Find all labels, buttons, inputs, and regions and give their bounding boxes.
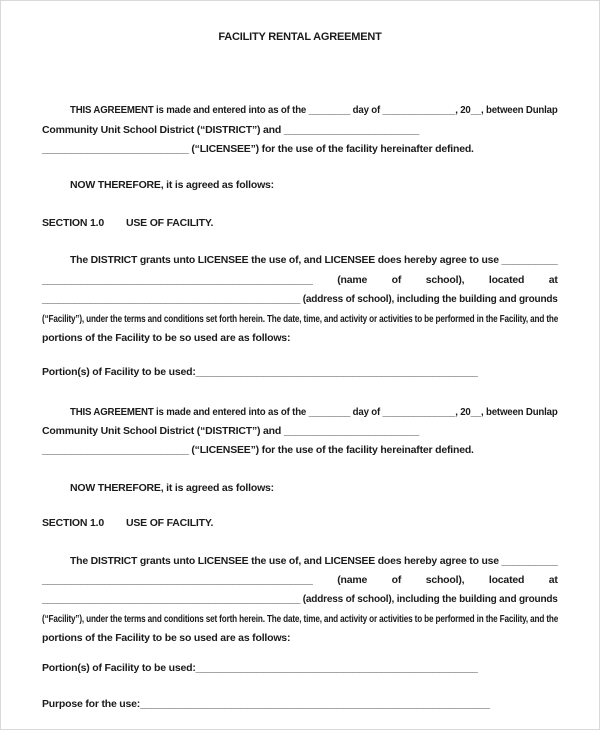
grant-line-3-repeat — [42, 590, 558, 609]
portions-field-line — [42, 363, 558, 382]
portions-field-line-repeat — [42, 659, 558, 678]
grant-line-4 — [42, 310, 558, 329]
intro-line-3-text: __________________________ (“LICENSEE”) for the use of the facility hereinafter defined. — [42, 143, 474, 156]
section-heading-line — [42, 214, 558, 233]
purpose-field-line — [42, 695, 558, 714]
purpose-field-label: Purpose for the use: — [42, 697, 141, 710]
grant-line-5-text: portions of the Facility to be so used are as follows: — [42, 331, 291, 344]
now-therefore-repeat-text: NOW THEREFORE, it is agreed as follows: — [70, 481, 274, 494]
intro-line-3-repeat-text: __________________________ (“LICENSEE”) for the use of the facility hereinafter defined. — [42, 444, 474, 457]
section-heading-group — [42, 214, 213, 233]
grant-line-3-repeat-text: ________________________________________________ (address of school), including the building and grounds — [42, 593, 558, 606]
section-number-repeat: SECTION 1.0 — [42, 517, 104, 530]
document-title — [42, 28, 558, 47]
grant-line-4-repeat — [42, 610, 558, 629]
grant-line-1-text: The DISTRICT grants unto LICENSEE the use of, and LICENSEE does hereby agree to use __________ — [70, 254, 558, 267]
section-number: SECTION 1.0 — [42, 216, 104, 229]
grant-line-1 — [42, 251, 558, 270]
section-heading-title: USE OF FACILITY. — [125, 216, 214, 229]
now-therefore-line — [42, 176, 558, 195]
grant-line-5 — [42, 329, 558, 348]
intro-line-2-text: Community Unit School District (“DISTRICT”) and ________________________ — [42, 123, 420, 136]
grant-line-3 — [42, 290, 558, 309]
now-therefore-text: NOW THEREFORE, it is agreed as follows: — [70, 178, 274, 191]
grant-line-1-repeat-text: The DISTRICT grants unto LICENSEE the use of, and LICENSEE does hereby agree to use __________ — [70, 554, 558, 567]
grant-line-3-text: ________________________________________________ (address of school), including the building and grounds — [42, 293, 558, 306]
purpose-field-group — [42, 695, 490, 714]
grant-line-2-repeat-text: ________________________________________________ (name of school), located at — [42, 574, 558, 587]
grant-line-1-repeat — [42, 552, 558, 571]
now-therefore-line-repeat — [42, 479, 558, 498]
portions-field-group-repeat — [42, 659, 478, 678]
grant-line-4-text: (“Facility”), under the terms and conditions set forth herein. The date, time, and activity or activities to be performed in the Facility, and the — [42, 312, 559, 325]
intro-line-1-text: THIS AGREEMENT is made and entered into as of the ________ day of ______________, 20__, between Dunlap — [70, 104, 558, 117]
section-heading-group-repeat — [42, 514, 213, 533]
grant-line-2-repeat — [42, 571, 558, 590]
grant-line-2 — [42, 271, 558, 290]
document-title-text: FACILITY RENTAL AGREEMENT — [218, 31, 382, 43]
portions-field-label-repeat: Portion(s) of Facility to be used: — [42, 661, 196, 674]
intro-line-3-repeat — [42, 441, 558, 460]
section-heading-line-repeat — [42, 514, 558, 533]
grant-line-5-repeat-text: portions of the Facility to be so used are as follows: — [42, 632, 291, 645]
intro-line-2-repeat — [42, 422, 558, 441]
intro-line-1 — [42, 101, 558, 120]
intro-line-1-repeat — [42, 403, 558, 422]
purpose-field-blank: ______________________________________________________________ — [140, 697, 490, 710]
intro-line-1-repeat-text: THIS AGREEMENT is made and entered into as of the ________ day of ______________, 20__, between Dunlap — [70, 405, 558, 418]
intro-line-3 — [42, 140, 558, 159]
portions-field-blank-repeat: __________________________________________________ — [195, 661, 478, 674]
grant-line-2-text: ________________________________________________ (name of school), located at — [42, 273, 558, 286]
portions-field-label: Portion(s) of Facility to be used: — [42, 366, 196, 379]
intro-line-2-repeat-text: Community Unit School District (“DISTRICT”) and ________________________ — [42, 425, 420, 438]
intro-line-2 — [42, 121, 558, 140]
grant-line-4-repeat-text: (“Facility”), under the terms and conditions set forth herein. The date, time, and activity or activities to be performed in the Facility, and the — [42, 612, 559, 625]
grant-line-5-repeat — [42, 629, 558, 648]
portions-field-blank: __________________________________________________ — [195, 366, 478, 379]
portions-field-group — [42, 363, 478, 382]
section-heading-title-repeat: USE OF FACILITY. — [125, 517, 214, 530]
